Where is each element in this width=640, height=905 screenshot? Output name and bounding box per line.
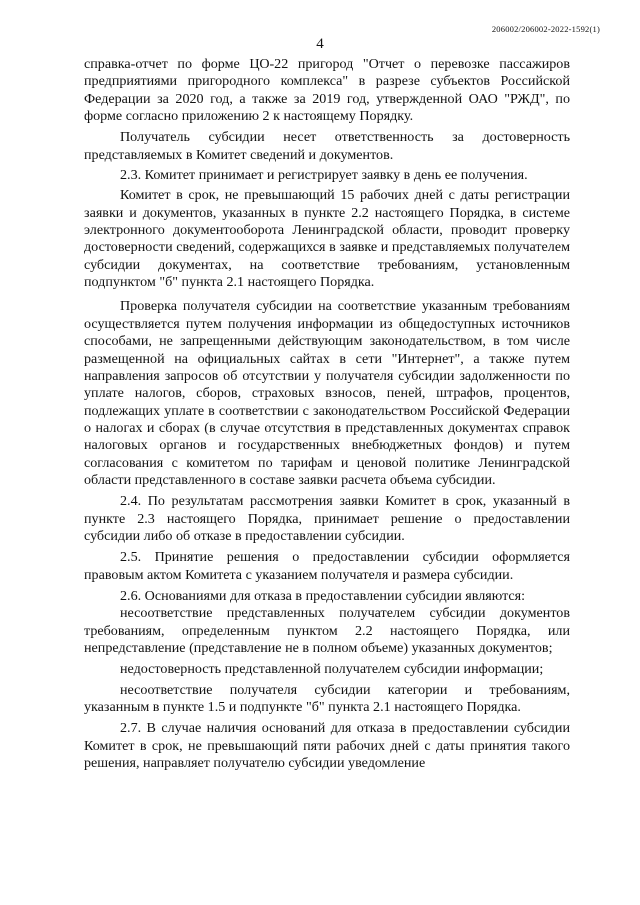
paragraph-2-3: 2.3. Комитет принимает и регистрирует заявку в день ее получения.: [120, 167, 528, 184]
paragraph-2-6: 2.6. Основаниями для отказа в предоставлении субсидии являются:: [120, 587, 526, 604]
paragraph-responsibility: Получатель субсидии несет ответственность за достоверность представляемых в Комитет сведений и документов.: [84, 129, 570, 163]
paragraph-report-form: справка-отчет по форме ЦО-22 пригород "Отчет о перевозке пассажиров предприятиями пригородного комплекса" в разрезе субъектов Российской Федерации за 2020 год, а также за 2019 год, утвержденной ОАО "РЖД", по форме согласно приложению 2 к настоящему Порядку.: [84, 56, 570, 125]
paragraph-refusal-reason-2: недостоверность представленной получателем субсидии информации;: [120, 661, 544, 678]
paragraph-2-5: 2.5. Принятие решения о предоставлении субсидии оформляется правовым актом Комитета с указанием получателя и размера субсидии.: [84, 549, 570, 583]
paragraph-refusal-reason-1: несоответствие представленных получателем субсидии документов требованиям, определенным пунктом 2.2 настоящего Порядка, или непредставление (представление не в полном объеме) указанных документов;: [84, 605, 570, 656]
paragraph-refusal-reason-3: несоответствие получателя субсидии категории и требованиям, указанным в пункте 1.5 и подпункте "б" пункта 2.1 настоящего Порядка.: [84, 681, 570, 716]
paragraph-recipient-check: Проверка получателя субсидии на соответствие указанным требованиям осуществляется путем получения информации из общедоступных источников способами, не запрещенными действующим законодательством, в том числе размещенной на официальных сайтах в сети "Интернет", а также путем направления запросов об отсутствии у получателя субсидии задолженности по уплате налогов, сборов, страховых взносов, пеней, штрафов, процентов, подлежащих уплате в соответствии с законодательством Российской Федерации о налогах и сборах (в случае отсутствия в представленных документах справок налоговых органов и государственных внебюджетных фондов) и путем согласования с комитетом по тарифам и ценовой политике Ленинградской области представленного в составе заявки расчета объема субсидии.: [84, 298, 570, 488]
paragraph-2-4: 2.4. По результатам рассмотрения заявки Комитет в срок, указанный в пункте 2.3 настоящего Порядка, принимает решение о предоставлении субсидии либо об отказе в предоставлении субсидии.: [84, 493, 570, 544]
document-id: 206002/206002-2022-1592(1): [491, 24, 600, 34]
paragraph-check-deadline: Комитет в срок, не превышающий 15 рабочих дней с даты регистрации заявки и документов, указанных в пункте 2.2 настоящего Порядка, в системе электронного документооборота Ленинградской области, проводит проверку достоверности сведений, содержащихся в заявке и представляемых получателем субсидии документах, на соответствие требованиям, установленным подпунктом "б" пункта 2.1 настоящего Порядка.: [84, 187, 570, 291]
page-number: 4: [316, 36, 324, 52]
document-body: [84, 56, 570, 772]
paragraph-2-7: 2.7. В случае наличия оснований для отказа в предоставлении субсидии Комитет в срок, не превышающий пяти рабочих дней с даты принятия такого решения, направляет получателю субсидии уведомление: [84, 720, 570, 772]
